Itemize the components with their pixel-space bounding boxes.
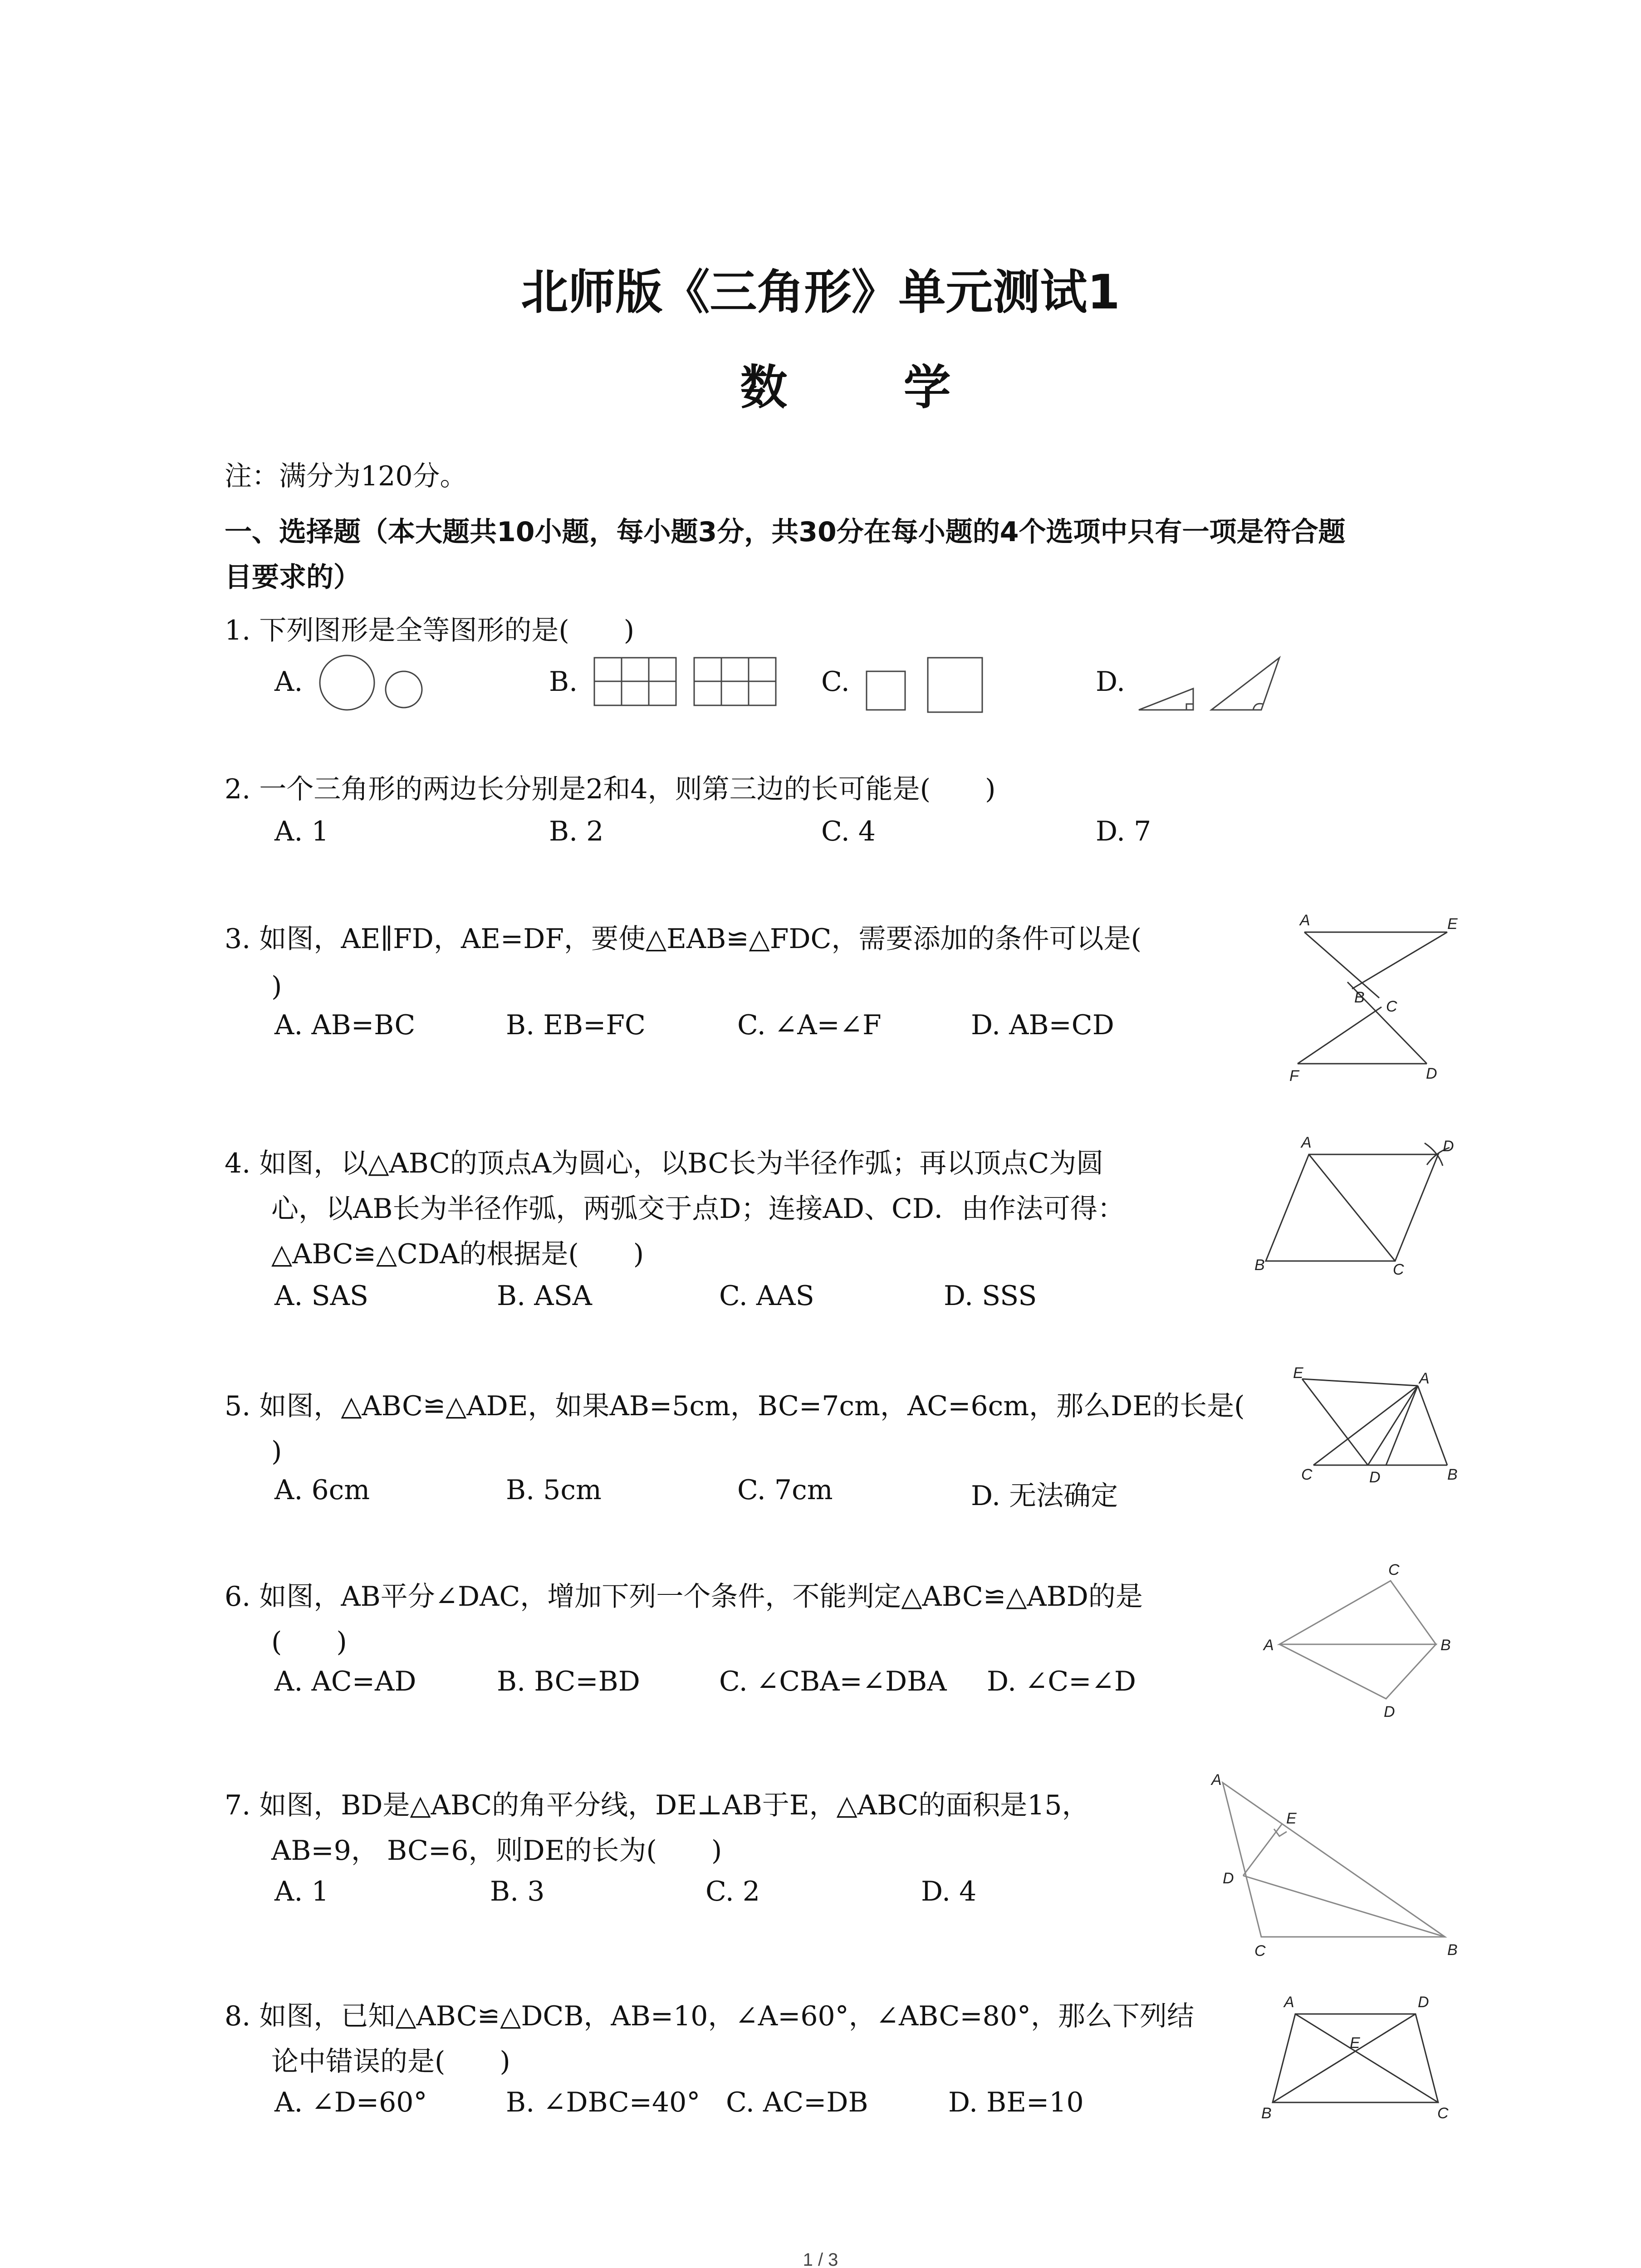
q3-option-d: D. AB=CD [971,1009,1114,1041]
svg-text:B: B [1354,989,1365,1006]
q1-option-c: C. [821,666,850,698]
svg-text:B: B [1261,2105,1272,2122]
svg-text:A: A [1301,1134,1312,1151]
q3-stem-line2: ) [271,971,282,1002]
q1-circles-figure [313,649,431,717]
q8-option-d: D. BE=10 [948,2087,1084,2118]
svg-text:A: A [1284,1994,1294,2011]
q6-option-d: D. ∠C=∠D [987,1666,1136,1697]
score-note: 注：满分为120分。 [225,460,467,492]
q5-option-b: B. 5cm [506,1474,602,1506]
q7-option-a: A. 1 [274,1876,329,1907]
svg-text:D: D [1223,1870,1234,1887]
q4-option-b: B. ASA [497,1280,592,1312]
page-number: 1 / 3 [803,2250,838,2268]
q5-option-c: C. 7cm [737,1474,833,1506]
svg-text:A: A [1419,1370,1430,1387]
q2-option-d: D. 7 [1096,816,1151,847]
svg-text:C: C [1393,1261,1404,1278]
svg-text:C: C [1437,2105,1449,2122]
q7-stem-line1: 7. 如图，BD是△ABC的角平分线，DE⊥AB于E，△ABC的面积是15， [225,1789,1089,1821]
q6-stem-line1: 6. 如图，AB平分∠DAC，增加下列一个条件，不能判定△ABC≌△ABD的是 [225,1581,1143,1613]
q7-figure [1202,1769,1465,1960]
svg-text:E: E [1350,2034,1360,2052]
q2-option-a: A. 1 [274,816,329,847]
q2-option-b: B. 2 [549,816,604,847]
svg-text:B: B [1254,1256,1265,1274]
q3-option-c: C. ∠A=∠F [737,1009,882,1041]
q8-figure [1257,1987,1461,2127]
svg-text:B: B [1447,1466,1458,1483]
q8-stem-line2: 论中错误的是( ) [271,2046,510,2077]
page-title: 北师版《三角形》单元测试1 [521,264,1120,320]
svg-text:F: F [1289,1067,1299,1085]
svg-text:A: A [1211,1771,1222,1789]
q5-option-d: D. 无法确定 [971,1480,1118,1512]
q1-grids-figure [590,655,785,710]
q4-figure [1243,1134,1461,1284]
svg-text:B: B [1440,1637,1451,1654]
svg-text:B: B [1447,1941,1458,1959]
q6-figure [1252,1560,1461,1724]
q3-figure [1284,907,1465,1089]
section-heading-line1: 一、选择题（本大题共10小题，每小题3分，共30分在每小题的4个选项中只有一项是符合题 [225,516,1346,548]
q8-option-a: A. ∠D=60° [274,2087,427,2118]
q6-option-a: A. AC=AD [274,1666,416,1697]
q6-stem-line2: ( ) [271,1626,347,1658]
q6-option-c: C. ∠CBA=∠DBA [719,1666,947,1697]
section-heading-line2: 目要求的） [225,562,361,593]
q1-option-b: B. [549,666,578,698]
q1-stem: 1. 下列图形是全等图形的是( ) [225,615,635,646]
q3-stem-line1: 3. 如图，AE∥FD，AE=DF，要使△EAB≌△FDC，需要添加的条件可以是( [225,923,1141,955]
q7-option-c: C. 2 [705,1876,760,1907]
svg-text:A: A [1300,912,1310,929]
q4-option-c: C. AAS [719,1280,814,1312]
q1-option-a: A. [274,666,303,698]
svg-text:C: C [1386,998,1397,1015]
q3-option-a: A. AB=BC [274,1009,416,1041]
q2-stem: 2. 一个三角形的两边长分别是2和4，则第三边的长可能是( ) [225,773,996,805]
q2-option-c: C. 4 [821,816,876,847]
q1-option-d: D. [1096,666,1126,698]
q6-option-b: B. BC=BD [497,1666,640,1697]
svg-text:D: D [1369,1469,1381,1486]
q5-stem-line2: ) [271,1436,282,1467]
q5-stem-line1: 5. 如图，△ABC≌△ADE，如果AB=5cm，BC=7cm，AC=6cm，那么DE的长是( [225,1390,1245,1422]
q7-option-b: B. 3 [490,1876,545,1907]
q8-option-c: C. AC=DB [726,2087,868,2118]
svg-text:E: E [1286,1810,1297,1827]
q8-stem-line1: 8. 如图，已知△ABC≌△DCB，AB=10，∠A=60°，∠ABC=80°，那么下列结 [225,2000,1195,2032]
q1-triangles-figure [1134,653,1288,712]
svg-text:E: E [1447,915,1458,933]
q7-option-d: D. 4 [921,1876,977,1907]
svg-text:E: E [1293,1364,1303,1382]
q3-option-b: B. EB=FC [506,1009,646,1041]
q7-stem-line2: AB=9， BC=6，则DE的长为( ) [271,1835,722,1867]
q4-stem-line2: 心，以AB长为半径作弧，两弧交于点D；连接AD、CD．由作法可得： [271,1193,1125,1225]
page-subtitle: 数 学 [740,360,1001,415]
svg-text:D: D [1384,1703,1395,1721]
q4-stem-line3: △ABC≌△CDA的根据是( ) [271,1238,644,1270]
svg-text:D: D [1418,1994,1429,2011]
q1-squares-figure [862,653,989,712]
svg-text:D: D [1443,1138,1454,1155]
svg-text:C: C [1388,1561,1400,1579]
q5-option-a: A. 6cm [274,1474,370,1506]
q5-figure [1288,1364,1470,1486]
q4-option-a: A. SAS [274,1280,369,1312]
svg-text:D: D [1426,1065,1437,1082]
svg-text:A: A [1264,1637,1274,1654]
q4-stem-line1: 4. 如图，以△ABC的顶点A为圆心，以BC长为半径作弧；再以顶点C为圆 [225,1148,1104,1179]
svg-text:C: C [1254,1942,1266,1960]
q8-option-b: B. ∠DBC=40° [506,2087,700,2118]
svg-text:C: C [1301,1466,1313,1483]
q4-option-d: D. SSS [944,1280,1037,1312]
